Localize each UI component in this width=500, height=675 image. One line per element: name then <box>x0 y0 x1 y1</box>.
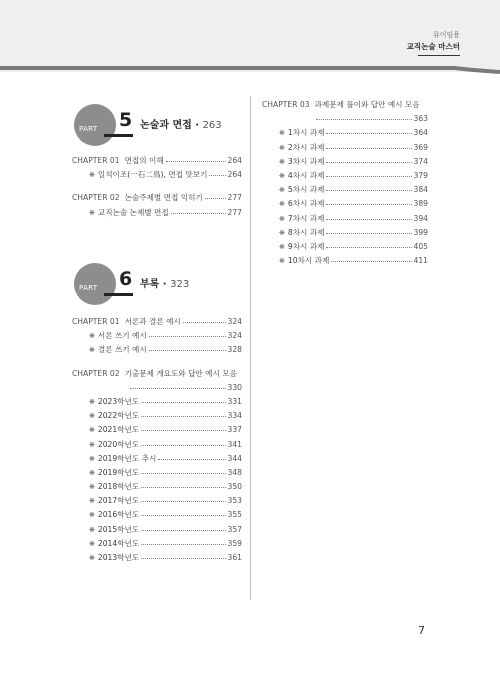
part-label: PART <box>79 125 98 133</box>
bullet-mark-icon: ❋ <box>89 171 95 180</box>
toc-item[interactable]: ❋ 2023학년도 331 <box>72 395 242 409</box>
toc-item[interactable]: ❋ 1차시 과제 364 <box>262 126 428 140</box>
brand-subtitle: 뮤이임용 <box>432 31 460 39</box>
bullet-mark-icon: ❋ <box>279 257 285 266</box>
bullet-mark-icon: ❋ <box>279 186 285 195</box>
toc-item[interactable]: ❋ 4차시 과제 379 <box>262 169 428 183</box>
bullet-mark-icon: ❋ <box>279 129 285 138</box>
bullet-mark-icon: ❋ <box>89 208 95 217</box>
part-6-toc <box>72 315 242 565</box>
toc-item[interactable]: ❋ 2016학년도 355 <box>72 508 242 522</box>
toc-item[interactable]: ❋ 2021학년도 337 <box>72 423 242 437</box>
bullet-mark-icon: ❋ <box>89 412 95 421</box>
part-label: PART <box>79 284 98 292</box>
bullet-mark-icon: ❋ <box>89 483 95 492</box>
bullet-mark-icon: ❋ <box>279 214 285 223</box>
toc-item[interactable]: ❋ 2019학년도 348 <box>72 466 242 480</box>
toc-item[interactable]: ❋ 일석이조(一石二鳥), 면접 맛보기 264 <box>72 168 242 182</box>
part-page: 323 <box>170 279 190 290</box>
bullet-mark-icon: ❋ <box>89 511 95 520</box>
toc-item[interactable]: ❋ 서론 쓰기 예시 324 <box>72 329 242 343</box>
toc-item[interactable]: ❋ 2017학년도 353 <box>72 494 242 508</box>
toc-item[interactable]: ❋ 6차시 과제 389 <box>262 197 428 211</box>
toc-item[interactable]: ❋ 9차시 과제 405 <box>262 240 428 254</box>
bullet-mark-icon: ❋ <box>89 397 95 406</box>
brand-underline <box>418 55 460 56</box>
column-divider <box>250 96 251 600</box>
toc-item[interactable]: ❋ 결론 쓰기 예시 328 <box>72 343 242 357</box>
bullet-mark-icon: ❋ <box>89 440 95 449</box>
part-title: 논술과 면접 · 263 <box>140 120 222 131</box>
bullet-mark-icon: ❋ <box>89 426 95 435</box>
bullet-mark-icon: ❋ <box>89 454 95 463</box>
toc-item[interactable]: ❋ 교직논술 논제별 면접 277 <box>72 206 242 220</box>
part-page: 263 <box>202 120 222 131</box>
bullet-mark-icon: ❋ <box>89 468 95 477</box>
part-number-underline <box>104 134 133 137</box>
bullet-mark-icon: ❋ <box>89 525 95 534</box>
toc-item[interactable]: ❋ 5차시 과제 384 <box>262 183 428 197</box>
toc-item[interactable]: ❋ 10차시 과제 411 <box>262 254 428 268</box>
part-number-underline <box>104 293 133 296</box>
toc-chapter[interactable]: CHAPTER 01 서론과 결론 예시 324 <box>72 315 242 329</box>
part-5-toc <box>72 154 242 220</box>
toc-item[interactable]: ❋ 2013학년도 361 <box>72 551 242 565</box>
toc-chapter[interactable]: CHAPTER 03 과제문제 풀이와 답안 예시 모음 <box>262 100 420 109</box>
bullet-mark-icon: ❋ <box>279 200 285 209</box>
part-title: 부록 · 323 <box>140 279 190 290</box>
bullet-mark-icon: ❋ <box>89 554 95 562</box>
toc-chapter[interactable]: CHAPTER 02 논술주제별 면접 익히기 277 <box>72 191 242 205</box>
bullet-mark-icon: ❋ <box>89 332 95 341</box>
toc-item[interactable]: ❋ 2020학년도 341 <box>72 438 242 452</box>
toc-item[interactable]: ❋ 2014학년도 359 <box>72 537 242 551</box>
toc-item[interactable]: ❋ 2차시 과제 369 <box>262 141 428 155</box>
toc-chapter-continuation[interactable]: 330 <box>72 381 242 395</box>
toc-item[interactable]: ❋ 2022학년도 334 <box>72 409 242 423</box>
part-number: 5 <box>119 109 133 131</box>
toc-item[interactable]: ❋ 3차시 과제 374 <box>262 155 428 169</box>
part-6-heading <box>74 263 274 303</box>
toc-item[interactable]: ❋ 2018학년도 350 <box>72 480 242 494</box>
bullet-mark-icon: ❋ <box>89 497 95 506</box>
brand-title: 교직논술 마스터 <box>406 42 460 51</box>
toc-item[interactable]: ❋ 8차시 과제 399 <box>262 226 428 240</box>
bullet-mark-icon: ❋ <box>279 157 285 166</box>
right-column-toc <box>262 98 428 268</box>
bullet-mark-icon: ❋ <box>279 228 285 237</box>
toc-chapter-continuation[interactable]: 363 <box>262 112 428 126</box>
header-curve <box>0 58 500 88</box>
page-number: 7 <box>418 624 425 637</box>
toc-item[interactable]: ❋ 2019학년도 추시 344 <box>72 452 242 466</box>
toc-chapter[interactable]: CHAPTER 02 기출문제 개요도와 답안 예시 모음 <box>72 368 237 378</box>
part-5-heading <box>74 104 274 144</box>
toc-chapter[interactable]: CHAPTER 01 면접의 이해 264 <box>72 154 242 168</box>
book-brand <box>407 30 460 56</box>
toc-item[interactable]: ❋ 2015학년도 357 <box>72 523 242 537</box>
bullet-mark-icon: ❋ <box>279 242 285 251</box>
part-number: 6 <box>119 268 133 290</box>
bullet-mark-icon: ❋ <box>89 346 95 355</box>
bullet-mark-icon: ❋ <box>279 143 285 152</box>
bullet-mark-icon: ❋ <box>279 171 285 180</box>
toc-item[interactable]: ❋ 7차시 과제 394 <box>262 212 428 226</box>
bullet-mark-icon: ❋ <box>89 539 95 548</box>
